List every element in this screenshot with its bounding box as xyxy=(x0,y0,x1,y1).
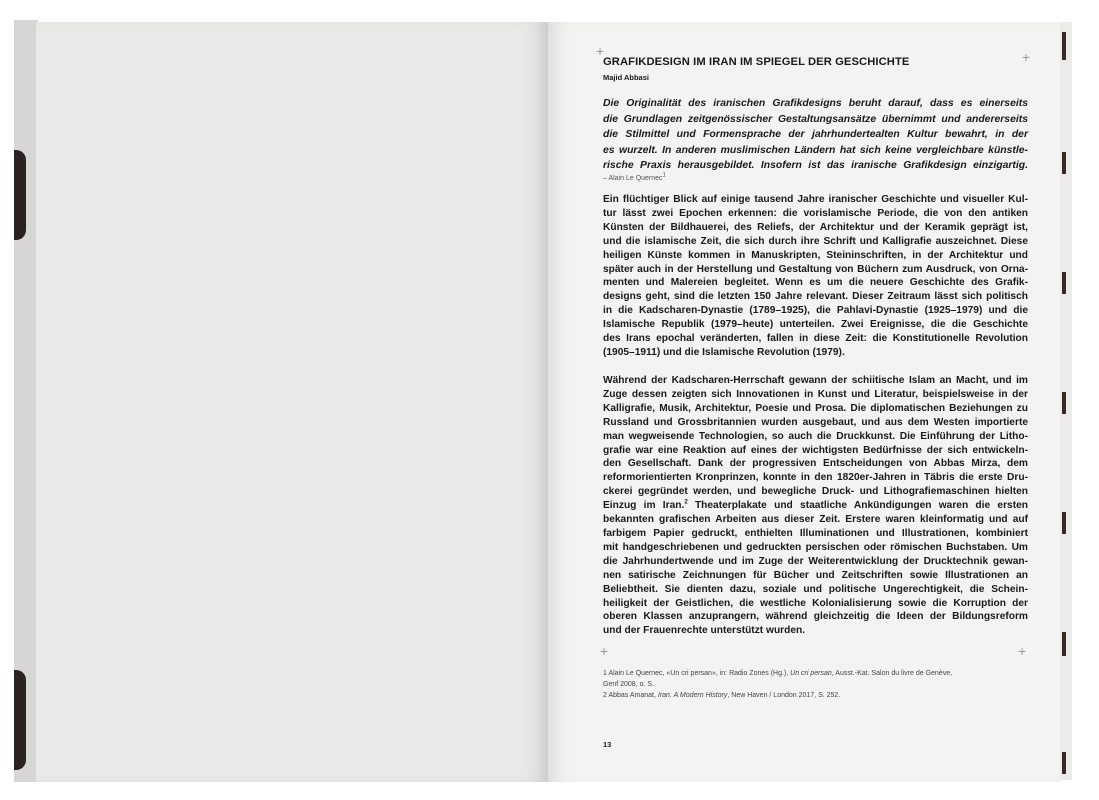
body-line: den Gesellschaft. Dank der progressiven Entscheidungen von Abbas Mirza, dem xyxy=(603,458,1028,470)
quote-line: rische Praxis herausgebildet. Insofern ist das iranische Grafikdesign einzigartig. xyxy=(603,160,1028,172)
footnote-2: 2 Abbas Amanat, Iran. A Modern History, New Haven / London 2017, S. 252. xyxy=(603,692,841,699)
body-line: die Jahrhundertwende und im Zuge der Weiterentwicklung der Drucktechnik gewan- xyxy=(603,555,1028,567)
book-edge-right xyxy=(1060,22,1072,780)
book-edge-mark xyxy=(1062,272,1066,294)
body-line: (1905–1911) und die Islamische Revolution (1979). xyxy=(603,346,845,358)
body-line: Russland und Grossbritannien wurden ausgebaut, und aus dem Westen importierte xyxy=(603,416,1028,428)
book-edge-mark xyxy=(1062,512,1066,534)
body-line: Kalligrafie, Musik, Architektur, Poesie und Prosa. Die diplomatischen Beziehungen zu xyxy=(603,402,1028,414)
crop-mark-icon: + xyxy=(600,643,609,659)
quote-line: Die Originalität des iranischen Grafikdesigns beruht darauf, dass es einerseits xyxy=(603,98,1028,109)
body-line: oberen Klassen anzuprangern, während gleichzeitig die Ideen der Bildungsreform xyxy=(603,611,1028,623)
body-line: Islamische Republik (1979–heute) unterteilen. Zwei Ereignisse, die die Geschichte xyxy=(603,319,1028,331)
book-edge-mark xyxy=(1062,32,1066,60)
body-line: Beliebtheit. Sie dienten dazu, soziale und politische Ungerechtigkeit, die Schein- xyxy=(603,583,1028,595)
body-line: mit handgeschriebenen und gedruckten persischen oder römischen Buchstaben. Um xyxy=(603,541,1028,553)
body-line: man wegweisende Technologien, so auch die Druckkunst. Die Einführung der Litho- xyxy=(603,430,1028,442)
body-line: und die islamische Zeit, die sich durch ihre Schrift und Kalligrafie auszeichnet. Diese xyxy=(603,235,1028,247)
body-line: Zuge dessen zeigten sich Innovationen in Kunst und Literatur, beispielsweise in der xyxy=(603,388,1028,400)
quote-attribution: – Alain Le Quernec$^1$ xyxy=(603,172,666,182)
book-edge-mark xyxy=(1062,632,1066,656)
left-page-blank xyxy=(36,22,548,782)
footnote-ref: 1 xyxy=(662,172,666,179)
book-edge-mark xyxy=(14,150,26,240)
body-line: des Irans epochal veränderten, fallen in diese Zeit: die Konstitutionelle Revolution xyxy=(603,333,1028,345)
book-edge-mark xyxy=(14,670,26,770)
body-line: und der Frauenrechte unterstützt wurden. xyxy=(603,625,806,637)
body-line: tur lässt zwei Epochen erkennen: die vorislamische Periode, die von den antiken xyxy=(603,207,1028,219)
book-edge-mark xyxy=(1062,752,1066,774)
body-line: nen satirische Zeichnungen für Bücher und Zeitschriften sowie Illustrationen an xyxy=(603,569,1028,581)
body-line: menten und Malereien begleitet. Wenn es um die neuere Geschichte des Grafik- xyxy=(603,277,1028,289)
footnote-ref: 2 xyxy=(684,499,688,506)
quote-line: die Stilmittel und Formensprache der jahrhundertealten Kultur bewahrt, in der xyxy=(603,129,1028,141)
body-line: reformorientierten Kronprinzen, konnte in den 1820er-Jahren in Täbris die erste Dru- xyxy=(603,472,1028,484)
book-edge-mark xyxy=(1062,152,1066,174)
quote-line: es wurzelt. In anderen muslimischen Ländern hat sich keine vergleichbare künstle- xyxy=(603,144,1028,156)
article-author: Majid Abbasi xyxy=(603,73,649,82)
quote-line: die Grundlagen zeitgenössischer Gestaltungsansätze übernimmt und andererseits xyxy=(603,113,1028,125)
body-line: heiligkeit der Geistlichen, die westliche Kolonialisierung sowie die Korruption der xyxy=(603,597,1028,609)
crop-mark-icon: + xyxy=(1018,643,1027,659)
body-line: Ein flüchtiger Blick auf einige tausend Jahre iranischer Geschichte und visueller Kul- xyxy=(603,194,1028,205)
body-line: bekannten grafischen Arbeiten aus dieser Zeit. Erstere waren kleinformatig und auf xyxy=(603,514,1028,526)
paragraph-2 xyxy=(603,374,1028,638)
paragraph-1 xyxy=(603,193,1028,360)
body-line: später auch in der Herstellung und Gestaltung von Büchern zum Ausdruck, von Orna- xyxy=(603,263,1028,275)
page-number: 13 xyxy=(603,740,612,749)
footnotes xyxy=(603,668,1028,701)
body-line: grafie war eine Reaktion auf eines der wichtigsten Bedürfnisse der sich entwickeln- xyxy=(603,444,1028,456)
body-line: ckerei gegründet werden, und bewegliche Druck- und Lithografiemaschinen hielten xyxy=(603,486,1028,498)
body-line: Einzug im Iran.$^2$ Theaterplakate und staatliche Ankündigungen waren die ersten xyxy=(603,499,1028,512)
article-title: GRAFIKDESIGN IM IRAN IM SPIEGEL DER GESCHICHTE xyxy=(603,56,910,68)
body-line: farbigem Papier gedruckt, enthielten Illuminationen und Illustrationen, kombiniert xyxy=(603,527,1028,539)
footnote-1-cont: Genf 2008, o. S. xyxy=(603,681,654,688)
crop-mark-icon: + xyxy=(1022,49,1031,65)
crop-mark-icon: + xyxy=(596,43,605,59)
body-line: designs geht, sind die letzten 150 Jahre relevant. Dieser Zeitraum lässt sich politisch xyxy=(603,291,1028,303)
body-line: Während der Kadscharen-Herrschaft gewann der schiitische Islam an Macht, und im xyxy=(603,375,1028,386)
epigraph-quote xyxy=(603,96,1028,184)
body-line: Künsten der Bildhauerei, des Reliefs, der Architektur und der Keramik geprägt ist, xyxy=(603,221,1028,233)
body-line: heiligen Künste kommen in Manuskripten, Steininschriften, in der Architektur und xyxy=(603,249,1028,261)
right-page xyxy=(548,22,1062,782)
book-edge-left xyxy=(14,20,38,782)
book-edge-mark xyxy=(1062,392,1066,414)
body-line: in die Kadscharen-Dynastie (1789–1925), die Pahlavi-Dynastie (1925–1979) und die xyxy=(603,305,1028,317)
footnote-1: 1 Alain Le Quernec, «Un cri persan», in: Radio Zones (Hg.), Un cri persan, Ausst.-Kat. Salon du livre de Genève, xyxy=(603,670,953,677)
